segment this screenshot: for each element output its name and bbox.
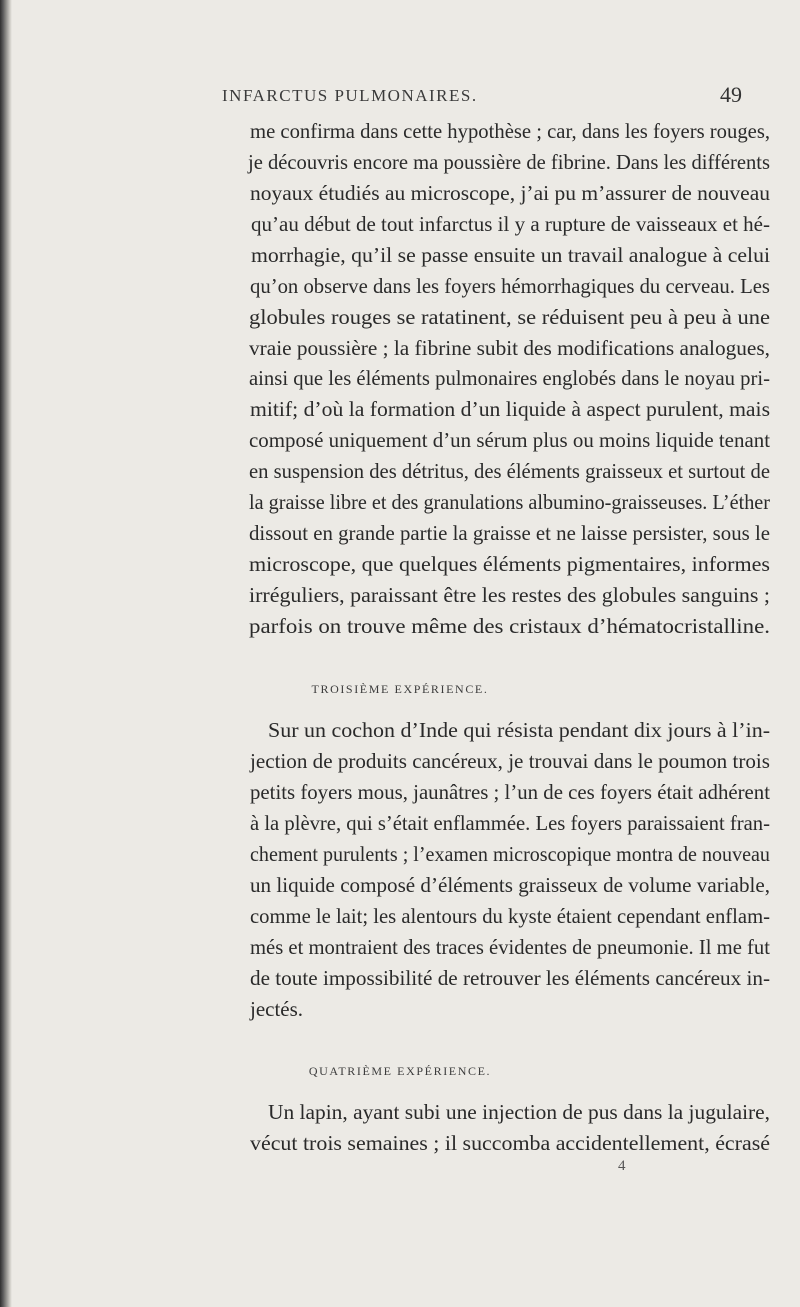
text-line: Un lapin, ayant subi une injection de pus dans la jugulaire, — [268, 1100, 771, 1124]
text-line: Sur un cochon d’Inde qui résista pendant dix jours à l’in- — [268, 718, 771, 742]
text-line: dissout en grande partie la graisse et ne laisse persister, sous le — [249, 521, 770, 545]
text-line: petits foyers mous, jaunâtres ; l’un de ces foyers était adhérent — [250, 780, 771, 804]
text-line: un liquide composé d’éléments graisseux de volume variable, — [250, 873, 770, 897]
text-line: irréguliers, paraissant être les restes des globules sanguins ; — [249, 583, 771, 607]
text-line: en suspension des détritus, des éléments graisseux et surtout de — [249, 459, 771, 483]
running-head — [0, 82, 800, 110]
text-line: composé uniquement d’un sérum plus ou moins liquide tenant — [249, 428, 771, 452]
text-line: qu’au début de tout infarctus il y a rupture de vaisseaux et hé- — [251, 212, 770, 236]
text-line: morrhagie, qu’il se passe ensuite un travail analogue à celui — [251, 243, 771, 267]
text-line: vraie poussière ; la fibrine subit des modifications analogues, — [249, 336, 770, 360]
text-line: parfois on trouve même des cristaux d’hématocristalline. — [249, 614, 770, 638]
text-line: jection de produits cancéreux, je trouvai dans le poumon trois — [250, 749, 770, 773]
section-heading-fourth-experiment: QUATRIÈME EXPÉRIENCE. — [308, 1064, 492, 1078]
text-line: qu’on observe dans les foyers hémorrhagiques du cerveau. Les — [250, 274, 770, 298]
page-number: 49 — [720, 82, 742, 107]
text-line: me confirma dans cette hypothèse ; car, dans les foyers rouges, — [250, 119, 771, 143]
running-title: INFARCTUS PULMONAIRES. — [222, 86, 478, 105]
text-line: mitif; d’où la formation d’un liquide à aspect purulent, mais — [250, 397, 771, 421]
text-line: la graisse libre et des granulations albumino-graisseuses. L’éther — [249, 490, 770, 514]
section-heading-third-experiment: TROISIÈME EXPÉRIENCE. — [311, 682, 489, 696]
text-line: à la plèvre, qui s’était enflammée. Les foyers paraissaient fran- — [250, 811, 770, 835]
signature-mark: 4 — [618, 1158, 626, 1174]
text-line: comme le lait; les alentours du kyste étaient cependant enflam- — [250, 904, 771, 928]
text-line: chement purulents ; l’examen microscopique montra de nouveau — [250, 842, 770, 866]
text-line: jectés. — [250, 997, 304, 1021]
text-line: de toute impossibilité de retrouver les éléments cancéreux in- — [250, 966, 771, 990]
text-line: noyaux étudiés au microscope, j’ai pu m’assurer de nouveau — [250, 181, 771, 205]
text-line: microscope, que quelques éléments pigmentaires, informes — [249, 552, 770, 576]
text-line: més et montraient des traces évidentes de pneumonie. Il me fut — [250, 935, 770, 959]
text-line: globules rouges se ratatinent, se réduisent peu à peu à une — [249, 305, 770, 329]
text-line: ainsi que les éléments pulmonaires englobés dans le noyau pri- — [249, 366, 771, 390]
text-line: je découvris encore ma poussière de fibrine. Dans les différents — [248, 150, 770, 174]
text-line: vécut trois semaines ; il succomba accidentellement, écrasé — [250, 1131, 770, 1155]
